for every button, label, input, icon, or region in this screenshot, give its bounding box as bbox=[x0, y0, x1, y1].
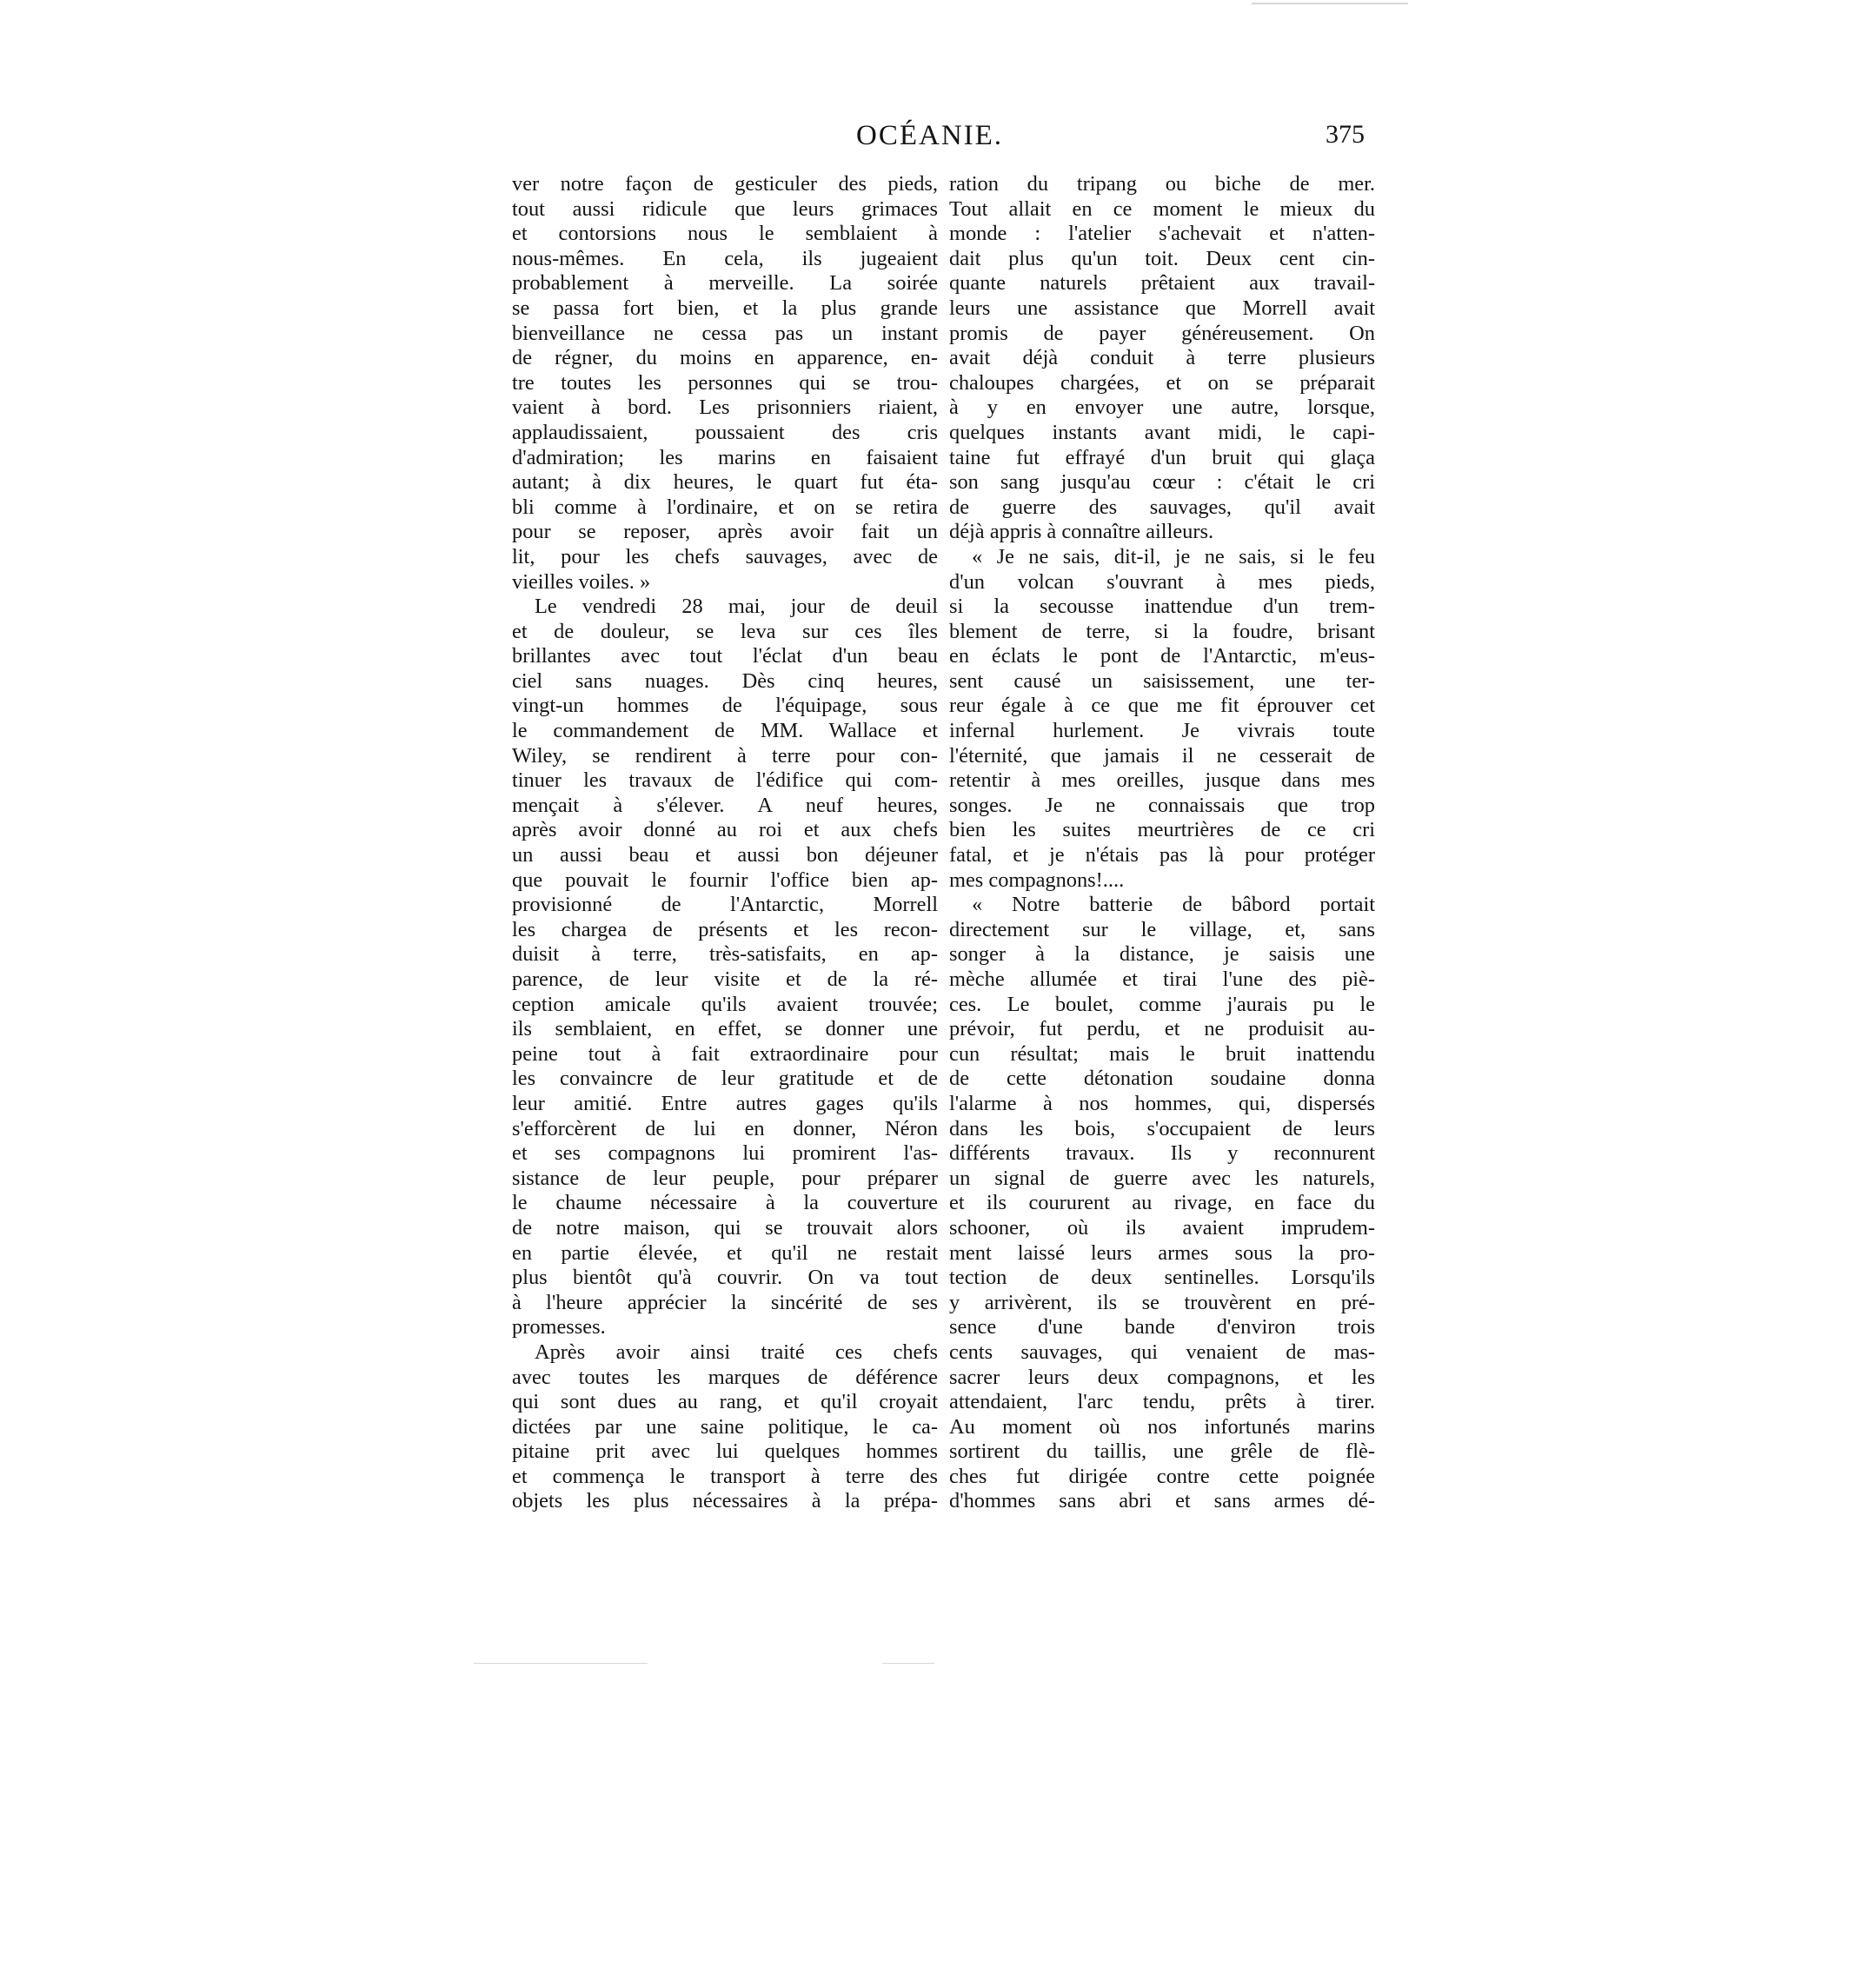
text-line: sent causé un saisissement, une ter- bbox=[949, 668, 1375, 693]
text-line: de guerre des sauvages, qu'il avait bbox=[949, 495, 1375, 519]
text-line: en éclats le pont de l'Antarctic, m'eus- bbox=[949, 644, 1375, 668]
text-line: différents travaux. Ils y reconnurent bbox=[949, 1141, 1375, 1166]
text-line: duisit à terre, très-satisfaits, en ap- bbox=[512, 942, 938, 967]
text-line: se passa fort bien, et la plus grande bbox=[512, 296, 938, 320]
text-line: ils semblaient, en effet, se donner une bbox=[512, 1017, 938, 1041]
text-line: en partie élevée, et qu'il ne restait bbox=[512, 1240, 938, 1265]
text-line: leurs une assistance que Morrell avait bbox=[949, 296, 1375, 320]
text-line: songes. Je ne connaissais que trop bbox=[949, 793, 1375, 817]
text-line: taine fut effrayé d'un bruit qui glaça bbox=[949, 445, 1375, 469]
text-line: infernal hurlement. Je vivrais toute bbox=[949, 719, 1375, 743]
text-line: tout aussi ridicule que leurs grimaces bbox=[512, 196, 938, 221]
text-line: retentir à mes oreilles, jusque dans mes bbox=[949, 768, 1375, 793]
text-line: bien les suites meurtrières de ce cri bbox=[949, 818, 1375, 842]
text-line: d'admiration; les marins en faisaient bbox=[512, 445, 938, 469]
text-line: sistance de leur peuple, pour préparer bbox=[512, 1166, 938, 1190]
text-line: les chargea de présents et les recon- bbox=[512, 917, 938, 941]
page-header bbox=[495, 120, 1365, 155]
scan-artifact-top bbox=[1252, 3, 1408, 4]
text-line: cents sauvages, qui venaient de mas- bbox=[949, 1340, 1375, 1364]
text-line: Au moment où nos infortunés marins bbox=[949, 1414, 1375, 1439]
text-line: d'un volcan s'ouvrant à mes pieds, bbox=[949, 569, 1375, 594]
text-line: et contorsions nous le semblaient à bbox=[512, 222, 938, 246]
text-line: autant; à dix heures, le quart fut éta- bbox=[512, 470, 938, 495]
text-line: l'alarme à nos hommes, qui, dispersés bbox=[949, 1091, 1375, 1115]
text-line: et de douleur, se leva sur ces îles bbox=[512, 619, 938, 643]
text-line: dictées par une saine politique, le ca- bbox=[512, 1414, 938, 1439]
text-line: ception amicale qu'ils avaient trouvée; bbox=[512, 992, 938, 1016]
text-line: attendaient, l'arc tendu, prêts à tirer. bbox=[949, 1390, 1375, 1414]
text-line: y arrivèrent, ils se trouvèrent en pré- bbox=[949, 1290, 1375, 1314]
text-line: tre toutes les personnes qui se trou- bbox=[512, 370, 938, 395]
text-line: dans les bois, s'occupaient de leurs bbox=[949, 1116, 1375, 1140]
text-line: leur amitié. Entre autres gages qu'ils bbox=[512, 1091, 938, 1115]
text-line: déjà appris à connaître ailleurs. bbox=[949, 520, 1214, 544]
text-line: que pouvait le fournir l'office bien ap- bbox=[512, 868, 938, 892]
text-line: et commença le transport à terre des bbox=[512, 1464, 938, 1488]
text-line: bienveillance ne cessa pas un instant bbox=[512, 321, 938, 345]
text-line: songer à la distance, je saisis une bbox=[949, 942, 1375, 967]
text-line: provisionné de l'Antarctic, Morrell bbox=[512, 893, 938, 917]
text-line: « Notre batterie de bâbord portait bbox=[972, 893, 1375, 917]
page-number: 375 bbox=[1326, 120, 1365, 149]
text-line: si la secousse inattendue d'un trem- bbox=[949, 595, 1375, 619]
right-text-column bbox=[949, 172, 1375, 1514]
text-line: fatal, et je n'étais pas là pour protéger bbox=[949, 843, 1375, 868]
text-line: promesses. bbox=[512, 1315, 606, 1340]
text-line: ces. Le boulet, comme j'aurais pu le bbox=[949, 992, 1375, 1016]
text-line: après avoir donné au roi et aux chefs bbox=[512, 818, 938, 842]
text-line: de cette détonation soudaine donna bbox=[949, 1067, 1375, 1091]
text-line: le chaume nécessaire à la couverture bbox=[512, 1191, 938, 1215]
text-line: mes compagnons!.... bbox=[949, 868, 1125, 892]
text-line: lit, pour les chefs sauvages, avec de bbox=[512, 544, 938, 568]
text-line: et ils coururent au rivage, en face du bbox=[949, 1191, 1375, 1215]
text-line: son sang jusqu'au cœur : c'était le cri bbox=[949, 470, 1375, 495]
text-line: reur égale à ce que me fit éprouver cet bbox=[949, 694, 1375, 718]
text-line: probablement à merveille. La soirée bbox=[512, 271, 938, 296]
text-line: quante naturels prêtaient aux travail- bbox=[949, 271, 1375, 296]
text-line: qui sont dues au rang, et qu'il croyait bbox=[512, 1390, 938, 1414]
text-line: s'efforcèrent de lui en donner, Néron bbox=[512, 1116, 938, 1140]
text-line: monde : l'atelier s'achevait et n'atten- bbox=[949, 222, 1375, 246]
text-line: d'hommes sans abri et sans armes dé- bbox=[949, 1489, 1375, 1513]
text-line: Tout allait en ce moment le mieux du bbox=[949, 196, 1375, 221]
text-line: brillantes avec tout l'éclat d'un beau bbox=[512, 644, 938, 668]
text-line: quelques instants avant midi, le capi- bbox=[949, 420, 1375, 444]
text-line: mèche allumée et tirai l'une des piè- bbox=[949, 967, 1375, 991]
text-line: pitaine prit avec lui quelques hommes bbox=[512, 1439, 938, 1464]
text-line: Après avoir ainsi traité ces chefs bbox=[535, 1340, 938, 1364]
text-line: dait plus qu'un toit. Deux cent cin- bbox=[949, 246, 1375, 270]
text-line: à l'heure apprécier la sincérité de ses bbox=[512, 1290, 938, 1314]
scan-artifact-bottom-right bbox=[882, 1663, 934, 1664]
text-line: plus bientôt qu'à couvrir. On va tout bbox=[512, 1266, 938, 1290]
text-line: pour se reposer, après avoir fait un bbox=[512, 520, 938, 544]
left-text-column bbox=[512, 172, 938, 1514]
text-line: parence, de leur visite et de la ré- bbox=[512, 967, 938, 991]
text-line: cun résultat; mais le bruit inattendu bbox=[949, 1041, 1375, 1066]
text-line: avec toutes les marques de déférence bbox=[512, 1365, 938, 1389]
text-line: Le vendredi 28 mai, jour de deuil bbox=[535, 595, 938, 619]
text-line: de notre maison, qui se trouvait alors bbox=[512, 1215, 938, 1240]
text-line: vieilles voiles. » bbox=[512, 569, 651, 594]
text-line: ches fut dirigée contre cette poignée bbox=[949, 1464, 1375, 1488]
text-line: mençait à s'élever. A neuf heures, bbox=[512, 793, 938, 817]
text-line: vaient à bord. Les prisonniers riaient, bbox=[512, 396, 938, 420]
scan-artifact-bottom-left bbox=[474, 1663, 648, 1664]
text-line: prévoir, fut perdu, et ne produisit au- bbox=[949, 1017, 1375, 1041]
text-line: schooner, où ils avaient imprudem- bbox=[949, 1215, 1375, 1240]
text-line: tinuer les travaux de l'édifice qui com- bbox=[512, 768, 938, 793]
text-line: tection de deux sentinelles. Lorsqu'ils bbox=[949, 1266, 1375, 1290]
text-line: ciel sans nuages. Dès cinq heures, bbox=[512, 668, 938, 693]
text-line: à y en envoyer une autre, lorsque, bbox=[949, 396, 1375, 420]
text-line: « Je ne sais, dit-il, je ne sais, si le feu bbox=[972, 544, 1375, 568]
text-line: sortirent du taillis, une grêle de flè- bbox=[949, 1439, 1375, 1464]
text-line: ver notre façon de gesticuler des pieds, bbox=[512, 172, 938, 196]
text-line: les convaincre de leur gratitude et de bbox=[512, 1067, 938, 1091]
text-line: objets les plus nécessaires à la prépa- bbox=[512, 1489, 938, 1513]
text-line: ration du tripang ou biche de mer. bbox=[949, 172, 1375, 196]
text-line: vingt-un hommes de l'équipage, sous bbox=[512, 694, 938, 718]
text-line: blement de terre, si la foudre, brisant bbox=[949, 619, 1375, 643]
text-line: sacrer leurs deux compagnons, et les bbox=[949, 1365, 1375, 1389]
text-line: chaloupes chargées, et on se préparait bbox=[949, 370, 1375, 395]
text-line: un aussi beau et aussi bon déjeuner bbox=[512, 843, 938, 868]
text-line: applaudissaient, poussaient des cris bbox=[512, 420, 938, 444]
running-title: OCÉANIE. bbox=[856, 120, 1004, 151]
text-line: l'éternité, que jamais il ne cesserait de bbox=[949, 743, 1375, 768]
text-line: le commandement de MM. Wallace et bbox=[512, 719, 938, 743]
text-line: ment laissé leurs armes sous la pro- bbox=[949, 1240, 1375, 1265]
text-line: et ses compagnons lui promirent l'as- bbox=[512, 1141, 938, 1166]
text-line: nous-mêmes. En cela, ils jugeaient bbox=[512, 246, 938, 270]
text-line: Wiley, se rendirent à terre pour con- bbox=[512, 743, 938, 768]
text-line: directement sur le village, et, sans bbox=[949, 917, 1375, 941]
text-line: peine tout à fait extraordinaire pour bbox=[512, 1041, 938, 1066]
text-line: un signal de guerre avec les naturels, bbox=[949, 1166, 1375, 1190]
text-line: sence d'une bande d'environ trois bbox=[949, 1315, 1375, 1340]
text-line: avait déjà conduit à terre plusieurs bbox=[949, 346, 1375, 370]
text-line: bli comme à l'ordinaire, et on se retira bbox=[512, 495, 938, 519]
text-line: de régner, du moins en apparence, en- bbox=[512, 346, 938, 370]
text-line: promis de payer généreusement. On bbox=[949, 321, 1375, 345]
